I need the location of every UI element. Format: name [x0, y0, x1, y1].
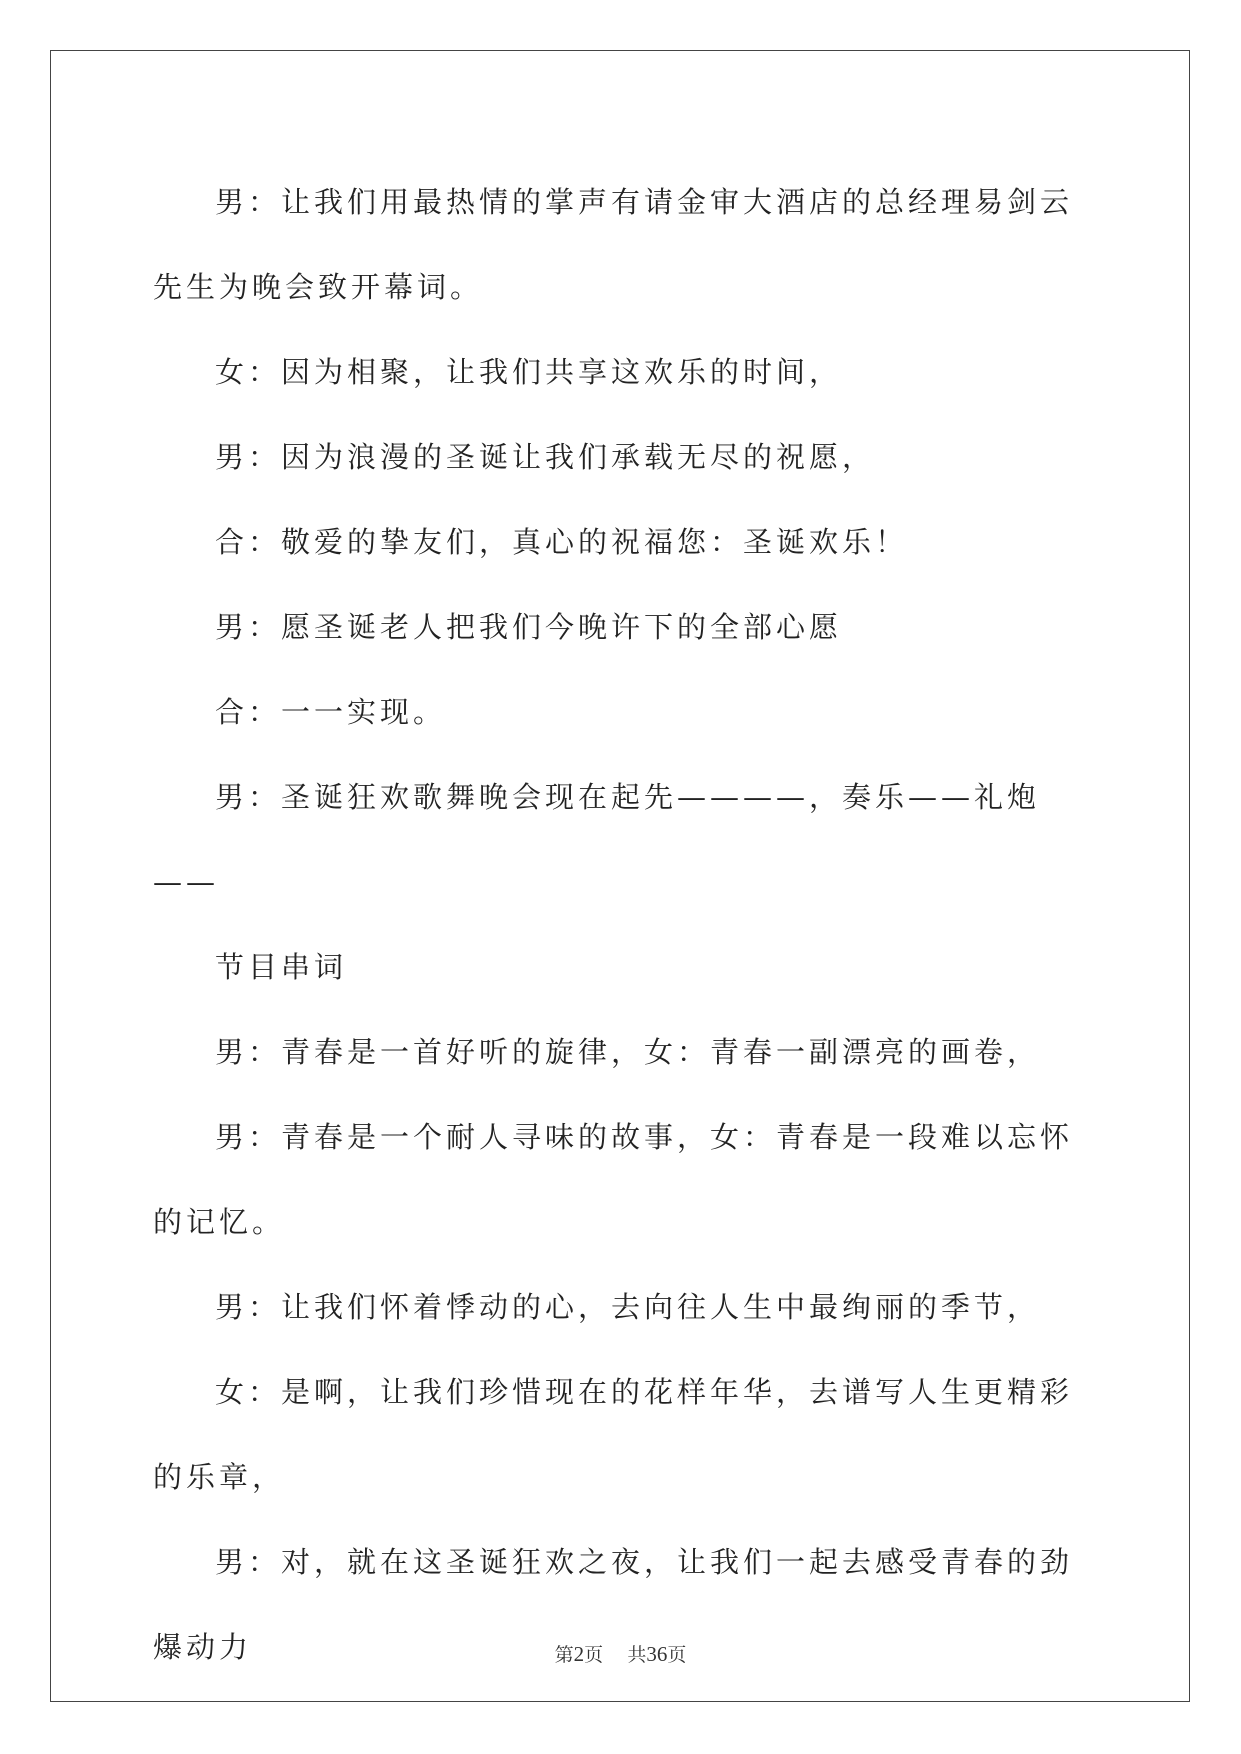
paragraph: 男：让我们用最热情的掌声有请金审大酒店的总经理易剑云先生为晚会致开幕词。: [153, 185, 1074, 304]
paragraph: 男：圣诞狂欢歌舞晚会现在起先————，奏乐——礼炮——: [153, 780, 1041, 899]
paragraph: 男：让我们怀着悸动的心，去向往人生中最绚丽的季节，: [215, 1290, 1041, 1324]
paragraph: 合：一一实现。: [215, 695, 447, 729]
page-footer: [0, 1640, 1241, 1667]
paragraph: 男：青春是一首好听的旋律，女：青春一副漂亮的画卷，: [215, 1035, 1041, 1069]
paragraph: 女：因为相聚，让我们共享这欢乐的时间，: [215, 355, 843, 389]
document-body: [153, 160, 1093, 1690]
paragraph: 合：敬爱的挚友们，真心的祝福您：圣诞欢乐！: [215, 525, 909, 559]
total-pages: 36: [646, 1642, 668, 1666]
paragraph: 男：对，就在这圣诞狂欢之夜，让我们一起去感受青春的劲爆动力: [153, 1545, 1074, 1664]
total-prefix: 共: [627, 1644, 647, 1666]
paragraph: 男：青春是一个耐人寻味的故事，女：青春是一段难以忘怀的记忆。: [153, 1120, 1074, 1239]
paragraph: 男：因为浪漫的圣诞让我们承载无尽的祝愿，: [215, 440, 876, 474]
paragraph: 男：愿圣诞老人把我们今晚许下的全部心愿: [215, 610, 843, 644]
page-suffix: 页: [584, 1644, 604, 1666]
section-heading: 节目串词: [215, 950, 348, 984]
paragraph: 女：是啊，让我们珍惜现在的花样年华，去谱写人生更精彩的乐章，: [153, 1375, 1074, 1494]
page-prefix: 第: [554, 1644, 574, 1666]
page-number: 2: [573, 1642, 585, 1666]
total-suffix: 页: [667, 1644, 687, 1666]
